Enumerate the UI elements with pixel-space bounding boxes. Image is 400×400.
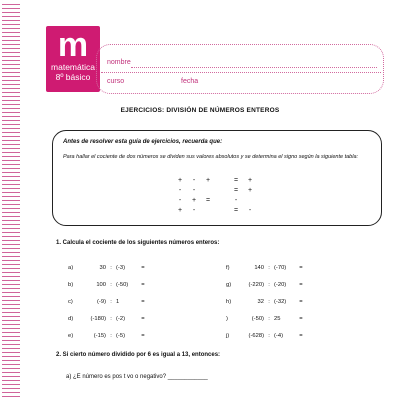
sign-cell: - [178, 197, 182, 204]
course-label: curso [107, 78, 125, 85]
exercise-lbl: h) [226, 299, 232, 305]
header-divider [101, 72, 381, 73]
brand-level: 8º básico [55, 72, 91, 82]
sign-row [173, 206, 257, 216]
sign-table [173, 176, 257, 216]
exercise-a: (-220) [248, 282, 264, 288]
exercise-b: (-3) [116, 265, 126, 271]
rule-text: Para hallar el cociente de dos números se dividen sus valores absolutos y se determina el signo según la siguiente tabla: [63, 154, 359, 160]
sign-cell: - [234, 197, 238, 204]
question-1: 1. Calcula el cociente de los siguientes números enteros: [56, 240, 220, 246]
exercise-a: 32 [257, 299, 264, 305]
sign-row [173, 176, 257, 186]
sign-cell: = [233, 177, 239, 184]
exercise-lbl: f) [226, 265, 230, 271]
exercise-colon: : [110, 333, 112, 339]
exercise-c [68, 299, 148, 305]
exercise-a: 140 [254, 265, 264, 271]
exercise-colon: : [268, 333, 270, 339]
sign-cell: + [205, 177, 211, 184]
sign-row [173, 186, 257, 196]
exercise-colon: : [268, 299, 270, 305]
exercise-b: 25 [274, 316, 281, 322]
exercise-b: (-20) [274, 282, 287, 288]
sign-cell: = [233, 187, 239, 194]
exercise-colon: : [268, 265, 270, 271]
brand-logo [46, 26, 100, 92]
exercise-eq: = [299, 282, 303, 288]
exercise-e [68, 333, 148, 339]
date-label: fecha [181, 78, 199, 85]
page-title: EJERCICIOS: DIVISIÓN DE NÚMEROS ENTEROS [120, 107, 280, 114]
exercise-a: (-628) [248, 333, 264, 339]
spiral-binding [0, 0, 22, 400]
rule-box [52, 130, 382, 226]
sign-cell [243, 196, 257, 206]
name-field-line[interactable] [131, 67, 377, 68]
sign-cell: - [192, 207, 196, 214]
exercise-a: 100 [96, 282, 106, 288]
exercise-colon: : [268, 282, 270, 288]
exercise-f [226, 265, 306, 271]
exercise-a: (-50) [251, 316, 264, 322]
exercise-b [68, 282, 148, 288]
sign-cell: = [233, 207, 239, 214]
sign-cell [201, 186, 215, 196]
exercise-a [68, 265, 148, 271]
exercise-eq: = [141, 333, 145, 339]
question-2a: a) ¿E número es pos t vo o negativo? ____________ [66, 374, 208, 380]
exercise-b: (-4) [274, 333, 284, 339]
exercise-colon: : [110, 265, 112, 271]
sign-cell: = [205, 197, 211, 204]
brand-letter: m [57, 26, 89, 64]
exercise-eq: = [141, 316, 145, 322]
exercise-eq: = [299, 333, 303, 339]
exercise-b: (-5) [116, 333, 126, 339]
exercise-a: (-180) [90, 316, 106, 322]
exercise-eq: = [299, 265, 303, 271]
question-2: 2. Si cierto número dividido por 6 es igual a 13, entonces: [56, 352, 221, 358]
exercise-a: 30 [99, 265, 106, 271]
exercise-j [226, 333, 306, 339]
name-label: nombre [107, 59, 131, 66]
exercise-a: (-15) [93, 333, 106, 339]
exercise-colon: : [268, 316, 270, 322]
exercise-colon: : [110, 316, 112, 322]
exercise-eq: = [299, 299, 303, 305]
exercise-b: (-50) [116, 282, 129, 288]
sign-cell: + [177, 177, 183, 184]
sign-cell: + [177, 207, 183, 214]
sign-cell: - [248, 207, 252, 214]
exercise-lbl: c) [68, 299, 73, 305]
exercise- [226, 316, 306, 322]
exercise-lbl: a) [68, 265, 74, 271]
sign-row [173, 196, 257, 206]
student-info-box [96, 44, 384, 94]
exercise-a: (-9) [96, 299, 106, 305]
exercise-h [226, 299, 306, 305]
exercise-b: 1 [116, 299, 120, 305]
sign-cell: + [191, 197, 197, 204]
exercise-lbl: g) [226, 282, 232, 288]
exercise-colon: : [110, 299, 112, 305]
exercise-g [226, 282, 306, 288]
brand-word: matemática [51, 62, 95, 72]
sign-cell: + [247, 177, 253, 184]
exercise-lbl: ) [226, 316, 228, 322]
exercise-b: (-32) [274, 299, 287, 305]
exercise-eq: = [141, 265, 145, 271]
exercise-d [68, 316, 148, 322]
sign-cell: - [192, 177, 196, 184]
sign-cell [201, 206, 215, 216]
exercise-b: (-2) [116, 316, 126, 322]
sign-cell: + [247, 187, 253, 194]
exercise-lbl: e) [68, 333, 74, 339]
exercise-b: (-70) [274, 265, 287, 271]
sign-cell: - [178, 187, 182, 194]
exercise-eq: = [141, 299, 145, 305]
exercise-lbl: b) [68, 282, 74, 288]
sign-cell: - [192, 187, 196, 194]
exercise-eq: = [299, 316, 303, 322]
exercise-lbl: d) [68, 316, 74, 322]
exercise-eq: = [141, 282, 145, 288]
exercise-lbl: j) [226, 333, 230, 339]
exercise-colon: : [110, 282, 112, 288]
rule-intro: Antes de resolver esta guía de ejercicios, recuerda que: [63, 139, 223, 145]
